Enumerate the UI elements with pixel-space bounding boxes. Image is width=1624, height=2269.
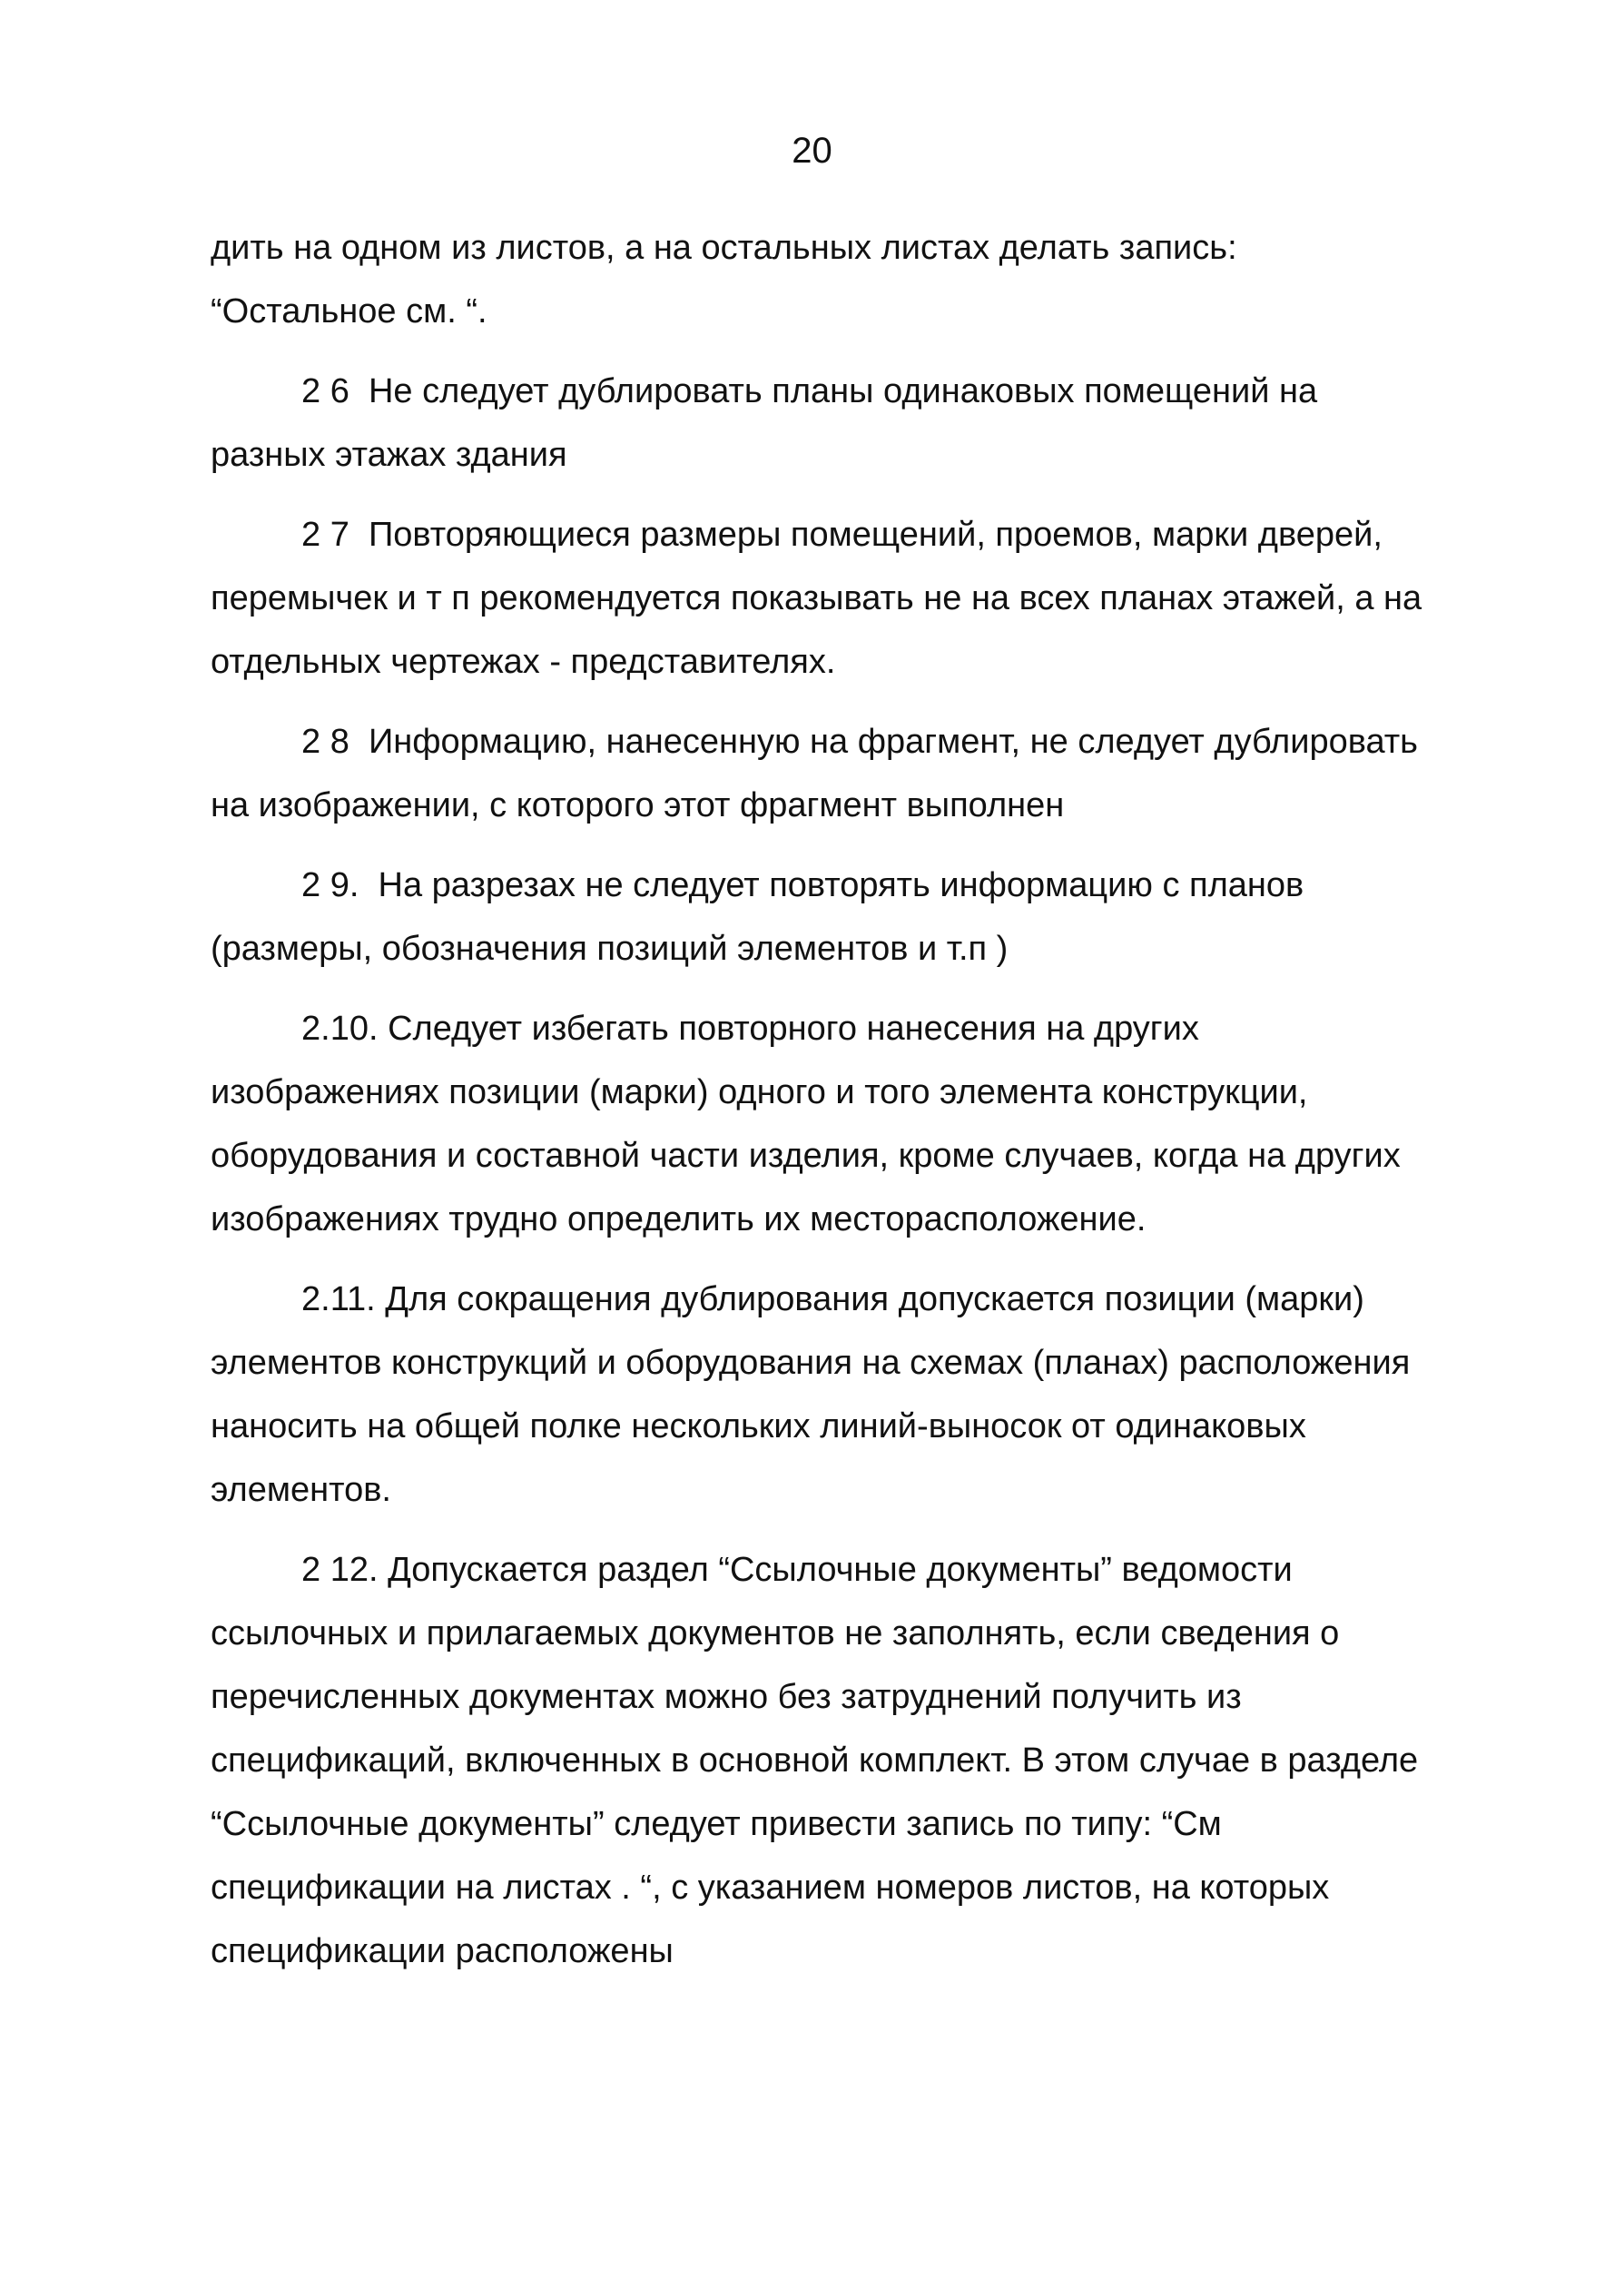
paragraph-text: Повторяющиеся размеры помещений, проемов, марки дверей, перемычек и т п рекомендуется показывать не на всех планах этажей, а на отдельных чертежах - представителях. [211,516,1422,681]
paragraph-2-10 [211,997,1427,1251]
paragraph-number: 2 8 [301,723,349,761]
paragraph-text: дить на одном из листов, а на остальных листах делать запись: “Остальное см. “. [211,229,1237,330]
paragraph-text: На разрезах не следует повторять информацию с планов (размеры, обозначения позиций элементов и т.п ) [211,866,1304,968]
paragraph-text: Для сокращения дублирования допускается позиции (марки) элементов конструкций и оборудования на схемах (планах) расположения наносить на общей полке нескольких линий-выносок от одинаковых элементов. [211,1280,1411,1509]
paragraph-text: Следует избегать повторного нанесения на других изображениях позиции (марки) одного и того элемента конструкции, оборудования и составной части изделия, кроме случаев, когда на других изображениях трудно определить их месторасположение. [211,1010,1401,1238]
paragraph-text: Допускается раздел “Ссылочные документы” ведомости ссылочных и прилагаемых документов не заполнять, если сведения о перечисленных документах можно без затруднений получить из спецификаций, включенных в основной комплект. В этом случае в разделе “Ссылочные документы” следует привести запись по типу: “См спецификации на листах . “, с указанием номеров листов, на которых спецификации расположены [211,1551,1419,1970]
paragraph-continuation [211,216,1427,343]
paragraph-2-9 [211,853,1427,981]
paragraph-number: 2 6 [301,372,349,410]
paragraph-number: 2 9. [301,866,359,904]
paragraph-text: Не следует дублировать планы одинаковых помещений на разных этажах здания [211,372,1318,474]
paragraph-2-8 [211,710,1427,837]
page-number: 20 [792,131,832,171]
paragraph-number: 2 12. [301,1551,379,1589]
paragraph-2-7 [211,503,1427,694]
paragraph-number: 2.10. [301,1010,379,1048]
paragraph-2-11 [211,1268,1427,1522]
paragraph-2-12 [211,1538,1427,1983]
paragraph-number: 2 7 [301,516,349,554]
paragraph-text: Информацию, нанесенную на фрагмент, не следует дублировать на изображении, с которого этот фрагмент выполнен [211,723,1418,824]
paragraph-number: 2.11. [301,1280,376,1318]
paragraph-2-6 [211,360,1427,487]
body-text [211,216,1427,1999]
